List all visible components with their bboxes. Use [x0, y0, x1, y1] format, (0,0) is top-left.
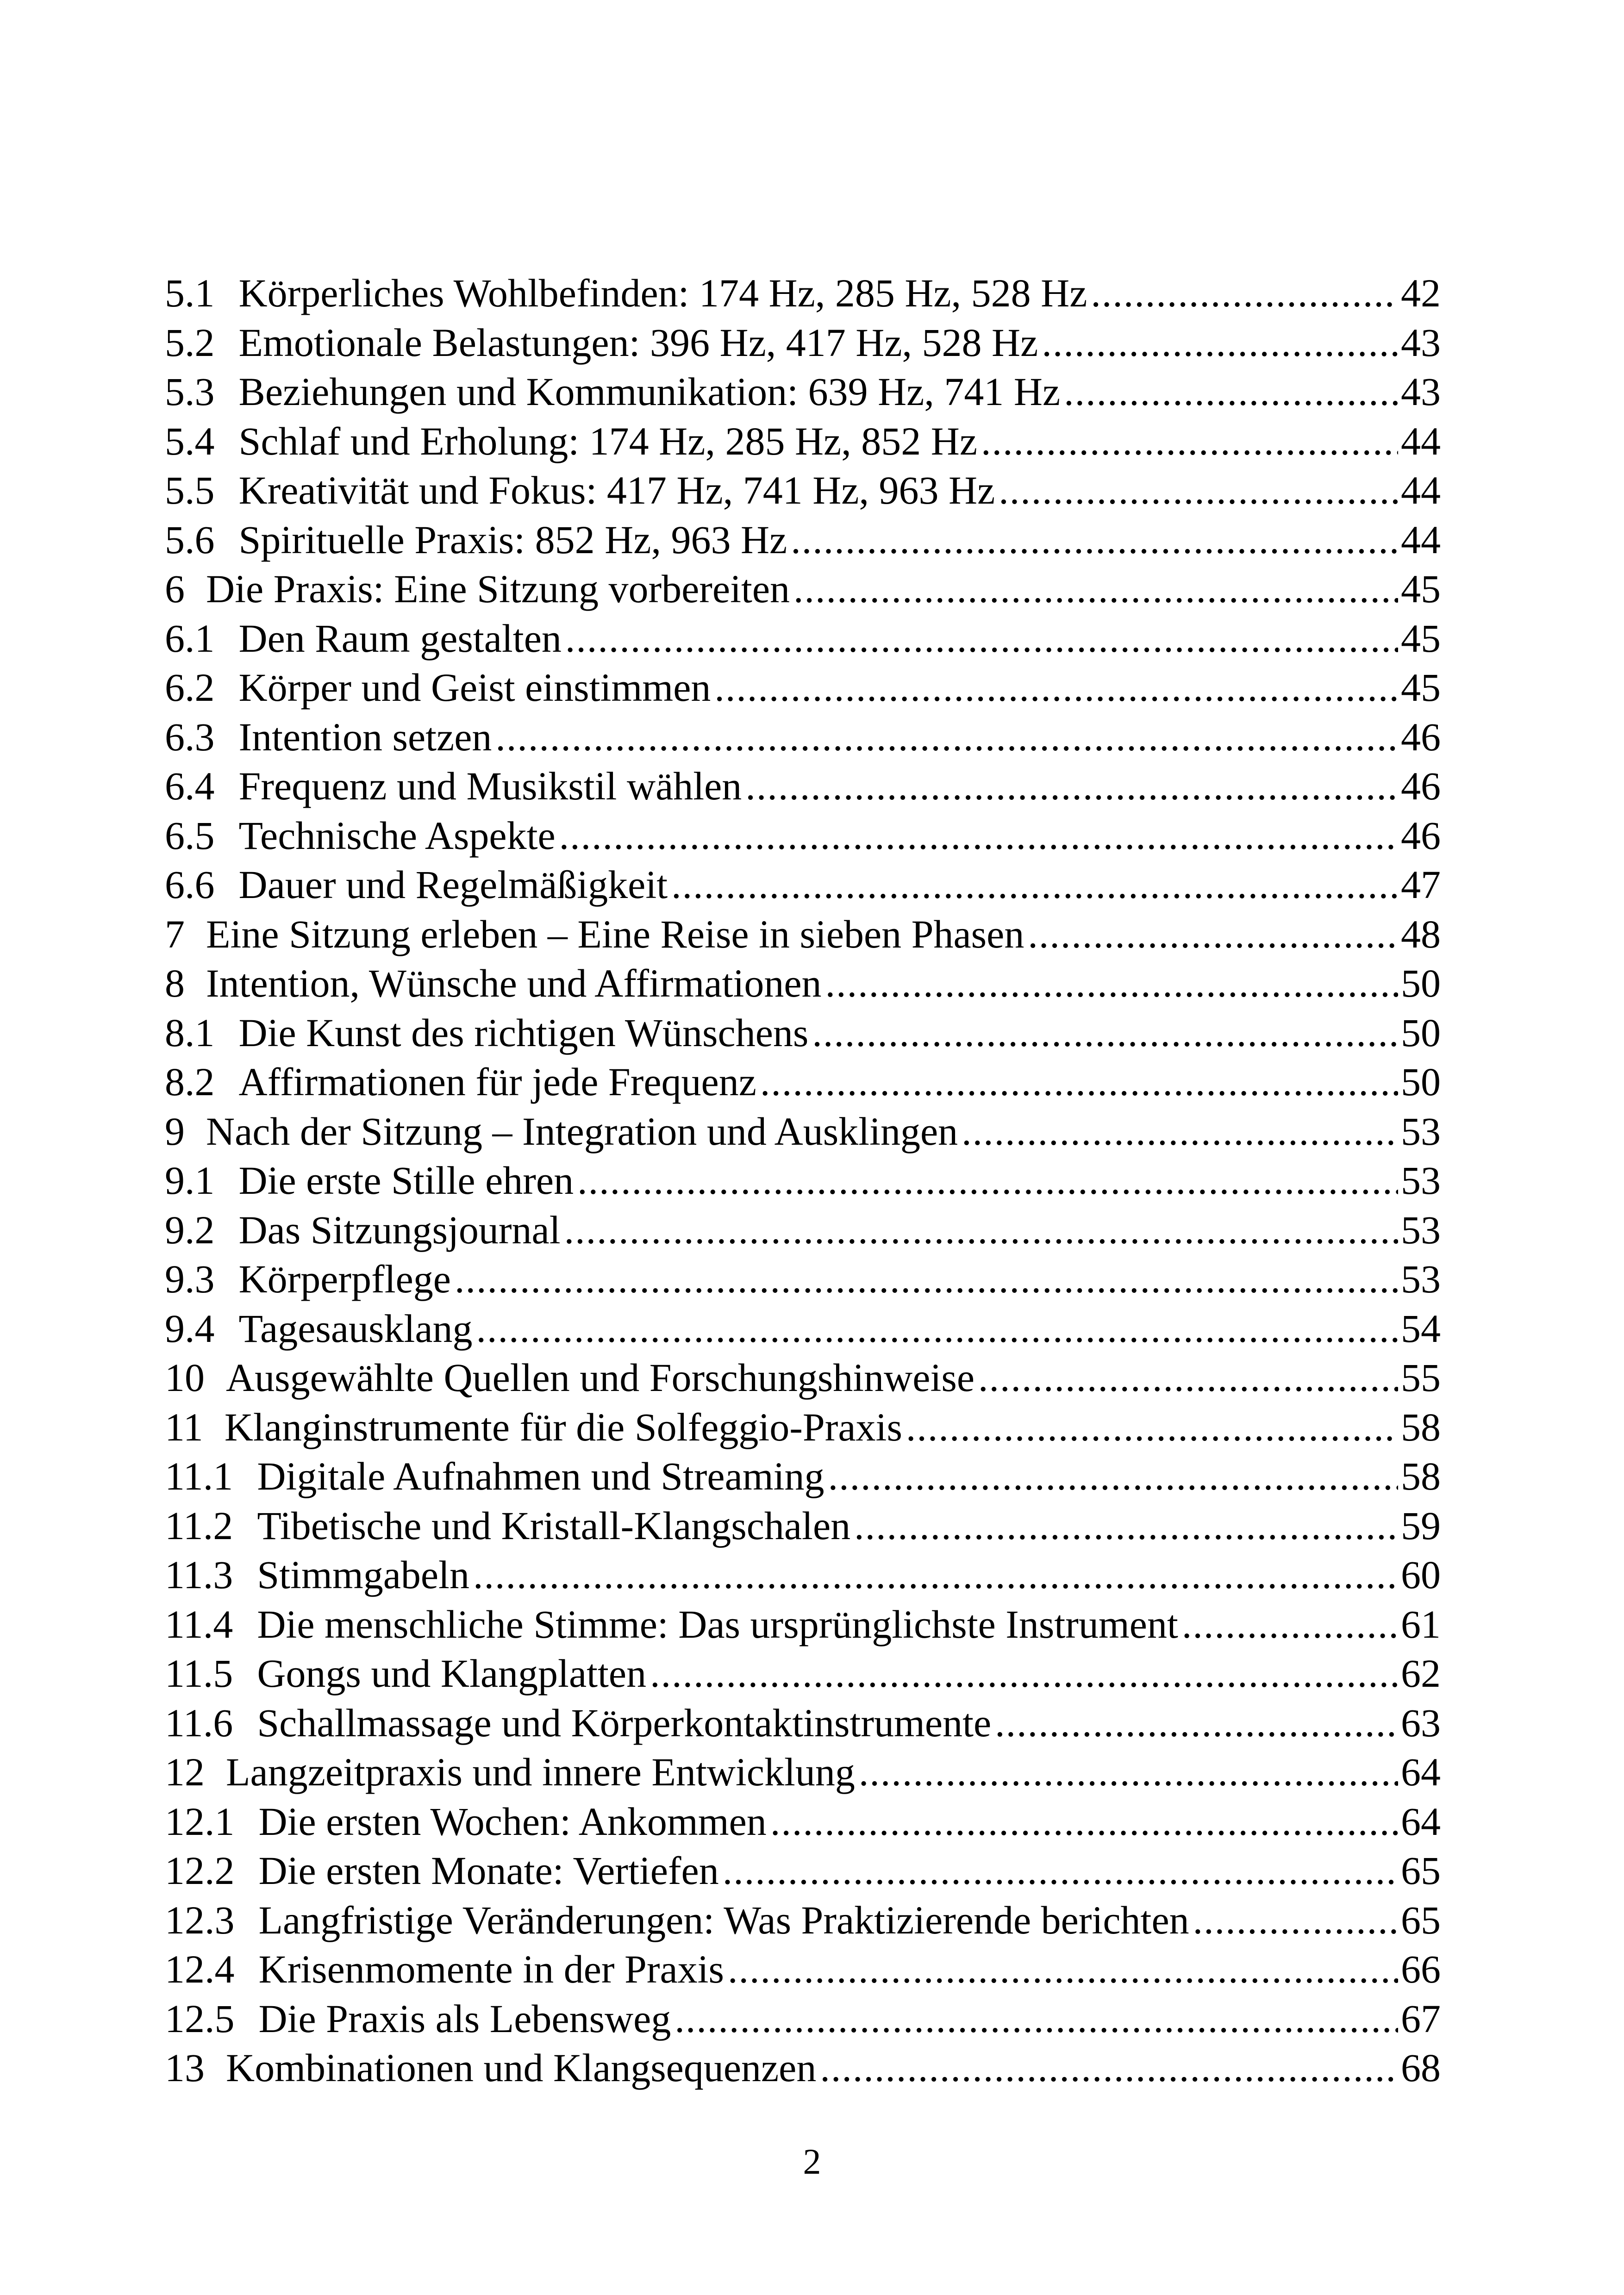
toc-entry-page: 45	[1401, 567, 1441, 611]
dot-leader	[650, 1649, 1398, 1698]
dot-leader	[671, 860, 1398, 910]
toc-entry[interactable]	[165, 1403, 1441, 1452]
toc-entry-title: Spirituelle Praxis: 852 Hz, 963 Hz	[238, 517, 787, 562]
toc-entry-title: Eine Sitzung erleben – Eine Reise in sieben Phasen	[206, 911, 1024, 956]
toc-entry-title: Langfristige Veränderungen: Was Praktizierende berichten	[258, 1897, 1189, 1942]
dot-leader	[999, 466, 1398, 515]
toc-entry-number: 5.5	[165, 468, 215, 512]
toc-entry[interactable]	[165, 959, 1441, 1008]
dot-leader	[559, 811, 1398, 861]
toc-entry-title: Schallmassage und Körperkontaktinstrumente	[257, 1700, 992, 1745]
toc-entry[interactable]	[165, 614, 1441, 663]
dot-leader	[1042, 318, 1398, 368]
toc-entry-title: Affirmationen für jede Frequenz	[238, 1060, 756, 1104]
toc-entry[interactable]	[165, 1501, 1441, 1551]
toc-entry-number: 11.1	[165, 1454, 233, 1498]
toc-entry-title: Kombinationen und Klangsequenzen	[226, 2046, 817, 2090]
toc-entry-number: 12.1	[165, 1799, 235, 1844]
toc-entry[interactable]	[165, 515, 1441, 565]
toc-entry-title: Nach der Sitzung – Integration und Ausklingen	[206, 1109, 958, 1154]
dot-leader	[760, 1057, 1398, 1107]
toc-entry-page: 42	[1401, 271, 1441, 315]
dot-leader	[825, 959, 1398, 1008]
toc-entry-title: Krisenmomente in der Praxis	[258, 1947, 725, 1991]
dot-leader	[745, 761, 1398, 811]
dot-leader	[978, 1353, 1398, 1403]
toc-entry-title: Stimmgabeln	[257, 1553, 469, 1597]
toc-entry-number: 12	[165, 1750, 205, 1794]
dot-leader	[1064, 367, 1398, 417]
toc-entry-title: Den Raum gestalten	[238, 616, 562, 661]
toc-entry[interactable]	[165, 1896, 1441, 1945]
toc-entry-page: 58	[1401, 1404, 1441, 1449]
toc-entry-title: Intention setzen	[238, 714, 492, 759]
toc-entry-number: 8.2	[165, 1060, 215, 1104]
dot-leader	[714, 663, 1398, 712]
toc-entry-page: 66	[1401, 1947, 1441, 1991]
toc-entry-title: Technische Aspekte	[238, 813, 556, 858]
toc-entry[interactable]	[165, 1945, 1441, 1994]
toc-entry-page: 53	[1401, 1158, 1441, 1203]
dot-leader	[793, 564, 1398, 614]
toc-entry[interactable]	[165, 367, 1441, 417]
toc-entry-page: 59	[1401, 1503, 1441, 1548]
toc-entry-number: 12.3	[165, 1897, 235, 1942]
toc-entry[interactable]	[165, 1747, 1441, 1797]
toc-entry-number: 10	[165, 1355, 205, 1400]
toc-entry-number: 5.1	[165, 271, 215, 315]
dot-leader	[564, 1205, 1398, 1255]
toc-entry-title: Intention, Wünsche und Affirmationen	[206, 961, 822, 1005]
toc-entry-title: Klanginstrumente für die Solfeggio-Praxis	[224, 1404, 902, 1449]
toc-entry-number: 11	[165, 1404, 203, 1449]
dot-leader	[791, 515, 1398, 565]
toc-entry[interactable]	[165, 1353, 1441, 1403]
dot-leader	[981, 417, 1398, 466]
toc-entry-title: Das Sitzungsjournal	[238, 1207, 561, 1252]
toc-entry-number: 6.3	[165, 714, 215, 759]
toc-entry-page: 61	[1401, 1602, 1441, 1646]
toc-entry[interactable]	[165, 1205, 1441, 1255]
dot-leader	[565, 614, 1398, 663]
toc-entry-page: 68	[1401, 2046, 1441, 2090]
dot-leader	[728, 1945, 1398, 1994]
toc-entry-title: Digitale Aufnahmen und Streaming	[257, 1454, 824, 1498]
dot-leader	[995, 1698, 1398, 1748]
toc-entry[interactable]	[165, 1797, 1441, 1846]
toc-entry-page: 50	[1401, 1010, 1441, 1055]
toc-entry-title: Schlaf und Erholung: 174 Hz, 285 Hz, 852 Hz	[238, 418, 977, 463]
toc-entry-page: 58	[1401, 1454, 1441, 1498]
dot-leader	[675, 1994, 1398, 2044]
toc-entry[interactable]	[165, 268, 1441, 318]
toc-entry-number: 9.1	[165, 1158, 215, 1203]
toc-entry-number: 5.4	[165, 418, 215, 463]
toc-entry-page: 62	[1401, 1651, 1441, 1696]
toc-entry-page: 44	[1401, 418, 1441, 463]
toc-entry-title: Die Praxis: Eine Sitzung vorbereiten	[206, 567, 790, 611]
toc-entry-title: Die ersten Wochen: Ankommen	[258, 1799, 767, 1844]
toc-entry-page: 53	[1401, 1109, 1441, 1154]
toc-entry-title: Gongs und Klangplatten	[257, 1651, 647, 1696]
toc-entry[interactable]	[165, 1550, 1441, 1600]
toc-entry-number: 11.5	[165, 1651, 233, 1696]
toc-entry[interactable]	[165, 910, 1441, 959]
toc-entry-number: 6.4	[165, 764, 215, 808]
dot-leader	[854, 1501, 1398, 1551]
toc-entry[interactable]	[165, 860, 1441, 910]
toc-entry-page: 48	[1401, 911, 1441, 956]
toc-entry-title: Die menschliche Stimme: Das ursprünglichste Instrument	[257, 1602, 1178, 1646]
toc-entry-number: 12.5	[165, 1996, 235, 2041]
toc-entry[interactable]	[165, 466, 1441, 515]
dot-leader	[1091, 268, 1398, 318]
toc-entry-number: 13	[165, 2046, 205, 2090]
toc-entry[interactable]	[165, 1698, 1441, 1748]
toc-entry[interactable]	[165, 1452, 1441, 1501]
toc-entry[interactable]	[165, 2043, 1441, 2093]
toc-entry-title: Körperliches Wohlbefinden: 174 Hz, 285 Hz, 528 Hz	[238, 271, 1087, 315]
toc-entry-page: 63	[1401, 1700, 1441, 1745]
toc-entry-title: Körper und Geist einstimmen	[238, 665, 711, 710]
toc-entry[interactable]	[165, 811, 1441, 861]
dot-leader	[906, 1403, 1398, 1452]
toc-entry-page: 53	[1401, 1207, 1441, 1252]
toc-entry[interactable]	[165, 1254, 1441, 1304]
toc-entry-page: 54	[1401, 1306, 1441, 1351]
toc-entry-title: Die Praxis als Lebensweg	[258, 1996, 671, 2041]
toc-entry-page: 46	[1401, 714, 1441, 759]
toc-entry-page: 65	[1401, 1897, 1441, 1942]
toc-entry[interactable]	[165, 1008, 1441, 1058]
toc-entry[interactable]	[165, 1057, 1441, 1107]
toc-entry-page: 44	[1401, 517, 1441, 562]
toc-entry-title: Tibetische und Kristall-Klangschalen	[257, 1503, 851, 1548]
toc-entry-page: 43	[1401, 369, 1441, 414]
toc-entry-page: 64	[1401, 1750, 1441, 1794]
toc-entry-title: Frequenz und Musikstil wählen	[238, 764, 742, 808]
toc-entry-title: Ausgewählte Quellen und Forschungshinweise	[226, 1355, 974, 1400]
toc-entry-title: Die Kunst des richtigen Wünschens	[238, 1010, 809, 1055]
toc-entry-number: 6.6	[165, 862, 215, 907]
toc-entry-number: 6.1	[165, 616, 215, 661]
dot-leader	[476, 1304, 1398, 1353]
toc-entry-page: 45	[1401, 665, 1441, 710]
toc-entry[interactable]	[165, 1600, 1441, 1649]
toc-entry-number: 11.2	[165, 1503, 233, 1548]
toc-entry-number: 8	[165, 961, 185, 1005]
toc-entry-number: 12.2	[165, 1848, 235, 1893]
toc-entry-title: Dauer und Regelmäßigkeit	[238, 862, 668, 907]
dot-leader	[495, 712, 1398, 762]
dot-leader	[962, 1107, 1398, 1156]
toc-entry-number: 6.5	[165, 813, 215, 858]
toc-entry-number: 6	[165, 567, 185, 611]
toc-entry[interactable]	[165, 1649, 1441, 1698]
toc-entry-page: 46	[1401, 813, 1441, 858]
toc-entry-title: Emotionale Belastungen: 396 Hz, 417 Hz, 528 Hz	[238, 320, 1038, 365]
toc-entry-number: 5.3	[165, 369, 215, 414]
dot-leader	[820, 2043, 1398, 2093]
toc-entry-number: 5.6	[165, 517, 215, 562]
toc-entry[interactable]	[165, 564, 1441, 614]
toc-entry-page: 55	[1401, 1355, 1441, 1400]
toc-entry[interactable]	[165, 761, 1441, 811]
toc-entry-page: 67	[1401, 1996, 1441, 2041]
toc-entry-page: 44	[1401, 468, 1441, 512]
toc-entry-page: 53	[1401, 1257, 1441, 1301]
dot-leader	[828, 1452, 1398, 1501]
toc-entry-number: 5.2	[165, 320, 215, 365]
dot-leader	[770, 1797, 1398, 1846]
dot-leader	[812, 1008, 1398, 1058]
toc-entry-page: 50	[1401, 961, 1441, 1005]
toc-entry[interactable]	[165, 712, 1441, 762]
toc-entry-number: 8.1	[165, 1010, 215, 1055]
toc-entry[interactable]	[165, 1156, 1441, 1205]
toc-entry-title: Kreativität und Fokus: 417 Hz, 741 Hz, 963 Hz	[238, 468, 995, 512]
dot-leader	[455, 1254, 1398, 1304]
table-of-contents	[165, 268, 1441, 2093]
toc-entry-number: 11.4	[165, 1602, 233, 1646]
toc-entry-page: 46	[1401, 764, 1441, 808]
toc-entry-title: Die erste Stille ehren	[238, 1158, 574, 1203]
toc-entry-page: 43	[1401, 320, 1441, 365]
dot-leader	[1028, 910, 1398, 959]
toc-entry-number: 9	[165, 1109, 185, 1154]
toc-entry-number: 11.3	[165, 1553, 233, 1597]
toc-entry-title: Beziehungen und Kommunikation: 639 Hz, 741 Hz	[238, 369, 1061, 414]
toc-entry-page: 47	[1401, 862, 1441, 907]
toc-entry[interactable]	[165, 1846, 1441, 1896]
toc-entry[interactable]	[165, 1107, 1441, 1156]
toc-entry-number: 9.2	[165, 1207, 215, 1252]
toc-entry[interactable]	[165, 1994, 1441, 2044]
toc-entry-number: 9.3	[165, 1257, 215, 1301]
toc-entry-number: 12.4	[165, 1947, 235, 1991]
dot-leader	[1182, 1600, 1398, 1649]
dot-leader	[577, 1156, 1398, 1205]
page-number: 2	[803, 2141, 821, 2182]
toc-entry[interactable]	[165, 417, 1441, 466]
toc-entry[interactable]	[165, 318, 1441, 368]
toc-entry-title: Langzeitpraxis und innere Entwicklung	[226, 1750, 855, 1794]
toc-entry-page: 50	[1401, 1060, 1441, 1104]
toc-entry-title: Die ersten Monate: Vertiefen	[258, 1848, 719, 1893]
toc-entry-page: 65	[1401, 1848, 1441, 1893]
toc-entry-page: 64	[1401, 1799, 1441, 1844]
dot-leader	[1193, 1896, 1398, 1945]
toc-entry[interactable]	[165, 663, 1441, 712]
toc-entry-page: 45	[1401, 616, 1441, 661]
dot-leader	[723, 1846, 1398, 1896]
toc-entry-title: Tagesausklang	[238, 1306, 473, 1351]
dot-leader	[859, 1747, 1398, 1797]
toc-entry-title: Körperpflege	[238, 1257, 451, 1301]
toc-entry-number: 11.6	[165, 1700, 233, 1745]
dot-leader	[473, 1550, 1398, 1600]
toc-entry-number: 9.4	[165, 1306, 215, 1351]
toc-entry-number: 6.2	[165, 665, 215, 710]
toc-entry[interactable]	[165, 1304, 1441, 1353]
toc-entry-page: 60	[1401, 1553, 1441, 1597]
toc-entry-number: 7	[165, 911, 185, 956]
